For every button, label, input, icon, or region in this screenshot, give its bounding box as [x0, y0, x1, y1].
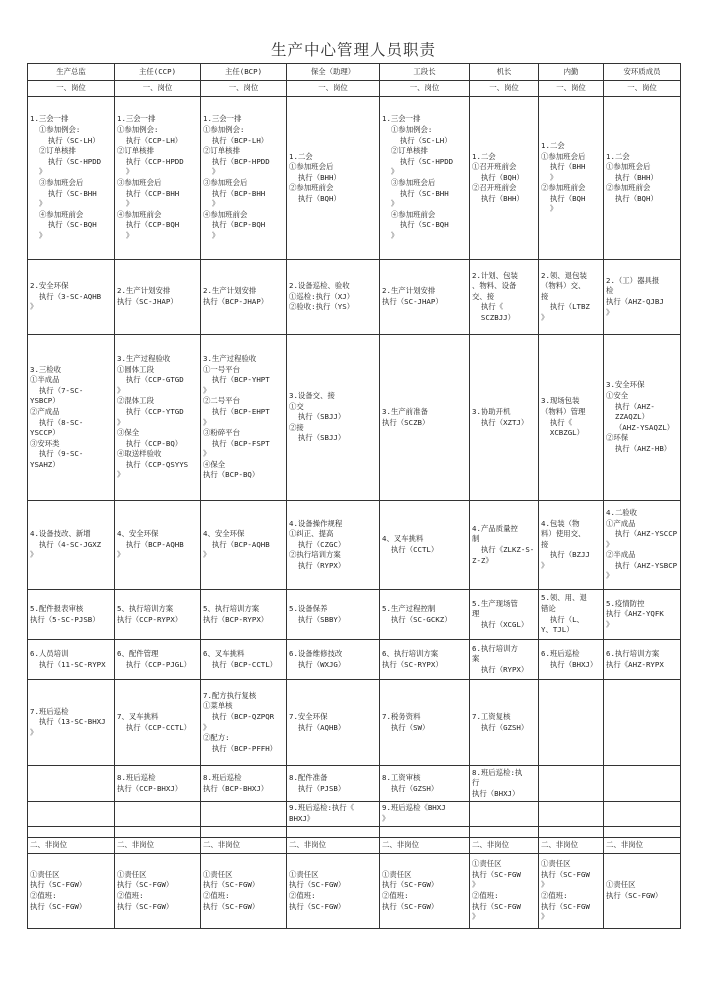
- section-label: 二、非岗位: [115, 838, 201, 854]
- table-cell: 6、配件管理 执行（CCP-PJGL）: [115, 640, 201, 680]
- table-cell: 6.执行培训方案 执行《AHZ-RYPX: [604, 640, 681, 680]
- table-cell: 8.工资审核 执行（GZSH）: [380, 766, 470, 802]
- table-cell: 6.人员培训 执行（11-SC-RYPX: [28, 640, 115, 680]
- column-header: 工段长: [380, 64, 470, 81]
- table-cell: [539, 802, 604, 827]
- table-cell: 4.产品质量控 制 执行《ZLKZ-S- Z-Z》: [470, 501, 539, 590]
- table-cell: 5、执行培训方案 执行（CCP-RYPX）: [115, 590, 201, 640]
- table-cell: 3.生产过程验收 ①一号平台 执行（BCP-YHPT 》 ②二号平台 执行（BCP-EHPT 》 ③粉碎平台 执行（BCP-FSPT 》 ④保全 执行（BCP-BQ）: [201, 335, 287, 501]
- table-cell: 6、执行培训方案 执行（SC-RYPX）: [380, 640, 470, 680]
- table-cell: 6.班后巡检 执行（BHXJ）: [539, 640, 604, 680]
- table-cell: [604, 766, 681, 802]
- table-row: [28, 854, 681, 929]
- section-label: 一、岗位: [287, 81, 380, 97]
- table-cell: ①责任区 执行（SC-FGW） ②值班: 执行（SC-FGW）: [201, 854, 287, 929]
- section-row: [28, 838, 681, 854]
- table-cell: 7.安全环保 执行（AQHB）: [287, 680, 380, 766]
- section-label: 一、岗位: [380, 81, 470, 97]
- table-cell: 7.配方执行复核 ①菜单核 执行（BCP-QZPQR 》 ②配方: 执行（BCP-PFFH）: [201, 680, 287, 766]
- table-cell: 4、安全环保 执行（BCP-AQHB 》: [201, 501, 287, 590]
- table-cell: 2.领、退包装 （物料）交、 接 执行（LTBZ 》: [539, 260, 604, 335]
- table-row: [28, 97, 681, 260]
- table-cell: 4.设备操作规程 ①纠正、提高 执行（CZGC） ②执行培训方案 执行（RYPX）: [287, 501, 380, 590]
- table-cell: 5.配件报表审核 执行（5-SC-PJSB）: [28, 590, 115, 640]
- table-cell: ①责任区 执行（SC-FGW） ②值班: 执行（SC-FGW）: [28, 854, 115, 929]
- section-label: 二、非岗位: [470, 838, 539, 854]
- section-label: 二、非岗位: [28, 838, 115, 854]
- section-label: 二、非岗位: [201, 838, 287, 854]
- section-label: 二、非岗位: [287, 838, 380, 854]
- table-cell: ①责任区 执行（SC-FGW 》 ②值班: 执行（SC-FGW 》: [470, 854, 539, 929]
- section-label: 一、岗位: [201, 81, 287, 97]
- table-cell: 7.班后巡检 执行（13-SC-BHXJ 》: [28, 680, 115, 766]
- table-cell: 1.二会 ①召开班前会 执行（BQH） ②召开班前会 执行（BHH）: [470, 97, 539, 260]
- table-cell: 2.生产计划安排 执行（BCP-JHAP）: [201, 260, 287, 335]
- section-label: 二、非岗位: [539, 838, 604, 854]
- table-row: [28, 501, 681, 590]
- table-cell: 8.班后巡检 执行（BCP-BHXJ）: [201, 766, 287, 802]
- table-cell: 5.疫情防控 执行《AHZ-YQFK 》: [604, 590, 681, 640]
- table-cell: 4.设备技改、新增 执行（4-SC-JGXZ 》: [28, 501, 115, 590]
- table-cell: 2.安全环保 执行（3-SC-AQHB 》: [28, 260, 115, 335]
- column-header: 内勤: [539, 64, 604, 81]
- table-cell: 1.二会 ①参加班会后 执行（BHH） ②参加班前会 执行（BQH）: [287, 97, 380, 260]
- table-cell: 4.包装（物 料）使用交、 接 执行（BZJJ 》: [539, 501, 604, 590]
- table-cell: 6、叉车挑料 执行（BCP-CCTL）: [201, 640, 287, 680]
- table-cell: ①责任区 执行（SC-FGW 》 ②值班: 执行（SC-FGW 》: [539, 854, 604, 929]
- table-cell: [470, 802, 539, 827]
- table-cell: 9.班后巡检《BHXJ 》: [380, 802, 470, 827]
- table-cell: 2.设备巡检、验收 ①巡检:执行（XJ） ②验收:执行（YS）: [287, 260, 380, 335]
- table-cell: 2.（工）器具报 检 执行（AHZ-QJBJ 》: [604, 260, 681, 335]
- section-label: 一、岗位: [28, 81, 115, 97]
- table-cell: 5.领、用、退 错论 执行（L、 Y、TJL）: [539, 590, 604, 640]
- table-cell: 1.三会一排 ①参加例会: 执行（SC-LH） ②订单核排 执行（SC-HPDD 》 ③参加班会后 执行（SC-BHH 》 ④参加班前会 执行（SC-BQH 》: [28, 97, 115, 260]
- section-label: 二、非岗位: [380, 838, 470, 854]
- section-row: [28, 81, 681, 97]
- table-cell: 1.二会 ①参加班会后 执行（BHH） ②参加班前会 执行（BQH）: [604, 97, 681, 260]
- table-row: [28, 335, 681, 501]
- table-row: [28, 802, 681, 827]
- table-cell: ①责任区 执行（SC-FGW）: [604, 854, 681, 929]
- section-label: 二、非岗位: [604, 838, 681, 854]
- table-cell: 3.现场包装 （物料）管理 执行《 XCBZGL）: [539, 335, 604, 501]
- table-cell: ①责任区 执行（SC-FGW） ②值班: 执行（SC-FGW）: [287, 854, 380, 929]
- table-cell: [604, 802, 681, 827]
- table-cell: 3.协助开机 执行（XZTJ）: [470, 335, 539, 501]
- section-label: 一、岗位: [115, 81, 201, 97]
- table-cell: [604, 680, 681, 766]
- column-header: 机长: [470, 64, 539, 81]
- table-cell: 1.三会一排 ①参加例会: 执行（BCP-LH） ②订单核排 执行（BCP-HPDD 》 ③参加班会后 执行（BCP-BHH 》 ④参加班前会 执行（BCP-BQH 》: [201, 97, 287, 260]
- table-cell: 2.生产计划安排 执行（SC-JHAP）: [115, 260, 201, 335]
- spacer-row: [28, 827, 681, 838]
- table-cell: 5.生产现场管 理 执行（XCGL）: [470, 590, 539, 640]
- section-label: 一、岗位: [604, 81, 681, 97]
- table-cell: 7、叉车挑料 执行（CCP-CCTL）: [115, 680, 201, 766]
- page-title: 生产中心管理人员职责: [270, 41, 436, 59]
- table-row: [28, 766, 681, 802]
- table-cell: 3.三检收 ①半成品 执行（7-SC- YSBCP） ②产成品 执行（8-SC- YSCCP） ③安环类 执行（9-SC- YSAHZ）: [28, 335, 115, 501]
- column-header: 保全（助理）: [287, 64, 380, 81]
- table-cell: 2.生产计划安排 执行（SC-JHAP）: [380, 260, 470, 335]
- section-label: 一、岗位: [470, 81, 539, 97]
- table-cell: [28, 802, 115, 827]
- table-cell: 7.税务资料 执行（SW）: [380, 680, 470, 766]
- table-cell: 4、安全环保 执行（BCP-AQHB 》: [115, 501, 201, 590]
- table-cell: 8.班后巡检 执行（CCP-BHXJ）: [115, 766, 201, 802]
- table-cell: ①责任区 执行（SC-FGW） ②值班: 执行（SC-FGW）: [115, 854, 201, 929]
- table-cell: 8.配件准备 执行（PJSB）: [287, 766, 380, 802]
- table-cell: 6.执行培训方 案 执行（RYPX）: [470, 640, 539, 680]
- table-cell: [115, 802, 201, 827]
- table-row: [28, 590, 681, 640]
- column-header: 主任(CCP): [115, 64, 201, 81]
- table-cell: 3.安全环保 ①安全 执行（AHZ- ZZAQZL） （AHZ-YSAQZL） ②环保 执行（AHZ-HB）: [604, 335, 681, 501]
- table-cell: [539, 766, 604, 802]
- table-cell: 3.生产前准备 执行（SCZB）: [380, 335, 470, 501]
- table-cell: 6.设备维修技改 执行（WXJG）: [287, 640, 380, 680]
- table-cell: 8.班后巡检:执 行 执行（BHXJ）: [470, 766, 539, 802]
- column-header: 主任(BCP): [201, 64, 287, 81]
- table-cell: [28, 766, 115, 802]
- table-cell: 1.三会一排 ①参加例会: 执行（CCP-LH） ②订单核排 执行（CCP-HPDD 》 ③参加班会后 执行（CCP-BHH 》 ④参加班前会 执行（CCP-BQH 》: [115, 97, 201, 260]
- table-cell: 4、叉车挑料 执行（CCTL）: [380, 501, 470, 590]
- table-cell: [539, 680, 604, 766]
- table-cell: 4.二验收 ①产成品 执行（AHZ-YSCCP 》 ②半成品 执行（AHZ-YSBCP 》: [604, 501, 681, 590]
- column-header: 生产总监: [28, 64, 115, 81]
- table-cell: 5.设备保养 执行（SBBY）: [287, 590, 380, 640]
- table-cell: 3.设备交、接 ①交 执行（SBJJ） ②接 执行（SBJJ）: [287, 335, 380, 501]
- table-cell: 3.生产过程验收 ①圆体工段 执行（CCP-GTGD 》 ②混体工段 执行（CCP-YTGD 》 ③保全 执行（CCP-BQ） ④取送样验收 执行（CCP-QSYYS 》: [115, 335, 201, 501]
- table-cell: [201, 802, 287, 827]
- header-row: [28, 64, 681, 81]
- table-cell: 5、执行培训方案 执行（BCP-RYPX）: [201, 590, 287, 640]
- table-cell: 5.生产过程控制 执行（SC-GCKZ）: [380, 590, 470, 640]
- table-cell: 9.班后巡检:执行《 BHXJ》: [287, 802, 380, 827]
- table-row: [28, 640, 681, 680]
- table-cell: 1.二会 ①参加班会后 执行（BHH 》 ②参加班前会 执行（BQH 》: [539, 97, 604, 260]
- table-row: [28, 260, 681, 335]
- duty-table: [27, 63, 681, 929]
- table-cell: 1.三会一排 ①参加例会: 执行（SC-LH） ②订单核排 执行（SC-HPDD 》 ③参加班会后 执行（SC-BHH 》 ④参加班前会 执行（SC-BQH 》: [380, 97, 470, 260]
- table-cell: 2.计划、包装 、物料、设备 交、接 执行《 SCZBJJ）: [470, 260, 539, 335]
- column-header: 安环质成员: [604, 64, 681, 81]
- table-cell: 7.工资复核 执行（GZSH）: [470, 680, 539, 766]
- section-label: 一、岗位: [539, 81, 604, 97]
- table-row: [28, 680, 681, 766]
- table-cell: ①责任区 执行（SC-FGW） ②值班: 执行（SC-FGW）: [380, 854, 470, 929]
